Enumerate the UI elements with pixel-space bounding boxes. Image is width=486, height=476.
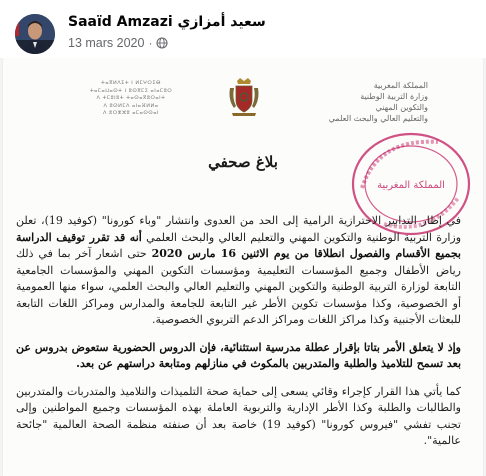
- press-release-document: [3, 58, 483, 476]
- paragraph-text: حتى اشعار آخر بما في ذلك رياض الأطفال وجميع المؤسسات التعليمية ومؤسسات التكوين المهني والمؤسسات الجامعية التابعة لوزارة التربية الوطنية والتكوين المهني والتعليم العالي والبحث العلمي، سواء منها العمومية أو الخصوصية، وكذا مؤسسات تكوين الأطر غير التابعة للجامعة والمدارس ومراكز اللغات التابعة للبعثات الأجنبية وكذا مراكز اللغات ومراكز الدعم التربوي الخصوصية.: [16, 247, 461, 326]
- letterhead-left-line: ⴷ ⵓⵔⵣⵣⵓ ⴰⵎⴰⵙⵙⴰⵏ: [103, 110, 159, 116]
- post-date[interactable]: 13 mars 2020: [68, 36, 145, 50]
- document-title: بلاغ صحفي: [208, 153, 278, 171]
- author-avatar[interactable]: [15, 14, 55, 54]
- letterhead-left-line: ⴷ ⵓⵙⵍⵎⴷ ⴰⵏⴰⴼⵍⵍⴰ: [103, 102, 159, 109]
- stamp-text: المملكة المغربية: [377, 180, 445, 191]
- paragraph-bold-text: وإذ لا يتعلق الأمر بتاتا بإقرار عطلة مدرسية استثنائية، فإن الدروس الحضورية ستعوض بدروس عن بعد تسمح للتلاميذ والطلبة والمتدربين بالمكوث في منازلهم ومتابعة دراستهم عن بعد.: [16, 340, 461, 370]
- letterhead-left-line: ⴷ ⵜⵎⵓⵏⵓⵜ ⵜⴰⵙⴰⴳⵓⵔⴰⵏⵜ: [96, 95, 166, 101]
- letterhead-right-line: المملكة المغربية: [373, 81, 428, 90]
- document-body: [16, 213, 461, 461]
- globe-icon: [156, 37, 168, 49]
- post-author-name[interactable]: Saaïd Amzazi سعيد أمزازي: [68, 14, 266, 30]
- paragraph-2: [16, 340, 461, 373]
- post-header: [0, 0, 486, 58]
- paragraph-3: [16, 384, 461, 450]
- paragraph-1: [16, 213, 461, 329]
- letterhead-left-line: ⵜⴰⵎⴰⵡⴰⵙⵜ ⵏ ⵓⵙⴳⵎⵉ ⴰⵏⴰⵎⵓⵔ: [89, 87, 173, 94]
- paragraph-text: كما يأتي هذا القرار كإجراء وقائي يسعى إلى حماية صحة التلميذات والتلاميذ والمتدربات والمتدربين والطالبات والطلبة وكذا الأطر الإدارية والتربوية العاملة بهذه المؤسسات وجميع المواطنين وإلى تجنب تفشي "فيروس كورونا" (كوفيد 19) خاصة بعد أن صنفته منظمة الصحة العالمية "جائحة عالمية".: [16, 384, 461, 447]
- paragraph-text: في إطار التدابير الاحترازية الرامية إلى الحد من العدوى وانتشار "وباء كورونا" (كوفيد 19)، تعلن وزارة التربية الوطنية والتكوين المهني والتعليم العالي والبحث العلمي: [16, 214, 462, 244]
- coat-of-arms-emblem: [228, 78, 260, 118]
- avatar-photo: [15, 14, 55, 54]
- letterhead-arabic: [308, 80, 428, 124]
- paragraph-bold-text: أنه قد تقرر توقيف الدراسة بجميع الأقسام والفصول انطلاقا من يوم الاثنين 16 مارس 2020: [16, 230, 461, 260]
- post-meta: [68, 36, 168, 50]
- post-image[interactable]: [0, 58, 486, 476]
- letterhead-right-line: والتعليم العالي والبحث العلمي: [328, 114, 428, 123]
- letterhead-right-line: والتكوين المهني: [375, 103, 428, 112]
- letterhead-left-line: ⵜⴰⴳⵍⴷⵉⵜ ⵏ ⵍⵎⵖⵔⵉⴱ: [101, 80, 161, 86]
- meta-separator: ·: [148, 36, 153, 50]
- letterhead-right-line: وزارة التربية الوطنية: [360, 92, 428, 101]
- letterhead-tifinagh: [71, 80, 191, 118]
